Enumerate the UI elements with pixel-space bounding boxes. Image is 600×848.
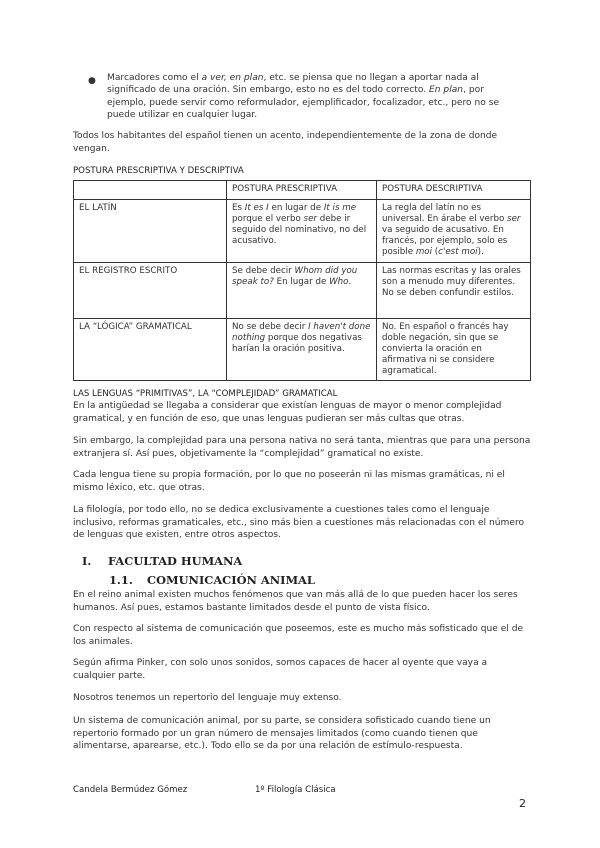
bullet-item — [107, 72, 519, 121]
text-run: En lugar de — [273, 277, 330, 287]
italic-run: moi — [415, 247, 433, 257]
bullet-marker: ● — [88, 76, 96, 86]
row-label: EL LATÍN — [74, 200, 227, 263]
paragraph: Nosotros tenemos un repertorio del lenguaje muy extenso. — [73, 693, 342, 703]
paragraph: Cada lengua tiene su propia formación, por lo que no poseerán ni las mismas gramáticas, ni el mismo léxico, etc. que otras. — [73, 470, 505, 493]
table-row — [74, 319, 531, 381]
row-label: EL REGISTRO ESCRITO — [74, 263, 227, 319]
posture-table — [73, 180, 531, 381]
header-descriptiva: POSTURA DESCRIPTIVA — [377, 181, 531, 200]
text-run: . — [348, 277, 352, 287]
italic-run: ser — [507, 214, 521, 224]
heading-text: FACULTAD HUMANA — [108, 554, 243, 568]
heading-number: I. — [82, 554, 92, 568]
paragraph: En el reino animal existen muchos fenómenos que van más allá de lo que pueden hacer los seres humanos. Así pues, estamos bastante limitados desde el punto de vista físico. — [73, 590, 518, 613]
paragraph: Según afirma Pinker, con solo unos sonidos, somos capaces de hacer al oyente que vaya a cualquier parte. — [73, 658, 488, 681]
paragraph: Sin embargo, la complejidad para una persona nativa no será tanta, mientras que para una persona extranjera sí. Así pues, objetivamente la “complejidad” gramatical no existe. — [73, 436, 531, 459]
section-title: LAS LENGUAS “PRIMITIVAS”, LA “COMPLEJIDAD” GRAMATICAL — [73, 389, 338, 399]
heading-number: 1.1. — [109, 573, 133, 587]
italic-run: Whom did you speak to? — [232, 266, 358, 287]
italic-run: Who — [329, 277, 349, 287]
text-run: , por ejemplo, puede servir como reformulador, ejemplificador, focalizador, etc., pero no se puede utilizar en cualquier lugar. — [107, 85, 500, 120]
paragraph: Con respecto al sistema de comunicación que poseemos, este es mucho más sofisticado que el de los animales. — [73, 624, 524, 647]
italic-run: a ver, en plan — [201, 73, 264, 83]
table-row — [74, 263, 531, 319]
descriptive-cell: Las normas escritas y las orales son a menudo muy diferentes. No se deben confundir estilos. — [377, 263, 531, 319]
page-number: 2 — [519, 797, 526, 810]
italic-run: ser — [303, 214, 317, 224]
row-label: LA “LÓGICA” GRAMATICAL — [74, 319, 227, 381]
text-run: La regla del latín no es universal. En árabe el verbo — [382, 203, 508, 224]
heading-facultad-humana — [82, 554, 242, 568]
text-run: , etc. se piensa que no llegan a aportar nada al significado de una oración. Sin embargo, esto no es del todo correcto. — [107, 73, 479, 96]
prescriptive-cell — [227, 319, 377, 381]
heading-comunicacion-animal — [109, 573, 315, 587]
prescriptive-cell — [227, 200, 377, 263]
italic-run: En plan — [429, 85, 464, 96]
descriptive-cell — [377, 200, 531, 263]
italic-run: It es I — [244, 203, 269, 213]
italic-run: c'est moi — [438, 247, 478, 257]
text-run: en lugar de — [268, 203, 324, 213]
text-run: porque dos negativas harían la oración positiva. — [232, 333, 362, 354]
intro-paragraph: Todos los habitantes del español tienen un acento, independientemente de la zona de donde vengan. — [73, 131, 498, 154]
table-header-row — [74, 181, 531, 200]
table-title: POSTURA PRESCRIPTIVA Y DESCRIPTIVA — [73, 166, 244, 176]
text-run: Se debe decir — [232, 266, 295, 276]
italic-run: It is me — [323, 203, 357, 213]
footer-author: Candela Bermúdez Gómez — [73, 785, 188, 795]
table-corner-cell — [74, 181, 227, 200]
text-run: Es — [232, 203, 245, 213]
heading-text: COMUNICACIÓN ANIMAL — [147, 573, 315, 587]
header-prescriptiva: POSTURA PRESCRIPTIVA — [227, 181, 377, 200]
text-run: ( — [432, 247, 439, 257]
descriptive-cell: No. En español o francés hay doble negación, sin que se convierta la oración en afirmativa ni se considere agramatical. — [377, 319, 531, 381]
paragraph: La filología, por todo ello, no se dedica exclusivamente a cuestiones tales como el lenguaje inclusivo, reformas gramaticales, etc., sino más bien a cuestiones más relacionadas con el número de lenguas que existen, entre otros aspectos. — [73, 505, 525, 541]
text-run: Marcadores como el — [107, 73, 202, 83]
text-run: porque el verbo — [232, 214, 304, 224]
text-run: ). — [477, 247, 484, 257]
paragraph: En la antigüedad se llegaba a considerar que existían lenguas de mayor o menor complejidad gramatical, y en función de eso, que unas lenguas pudieran ser más cultas que otras. — [73, 401, 502, 424]
text-run: No se debe decir — [232, 322, 309, 332]
text-run: debe ir seguido del nominativo, no del acusativo. — [232, 214, 367, 246]
italic-run: I haven't done nothing — [232, 322, 371, 343]
prescriptive-cell — [227, 263, 377, 319]
footer-course: 1º Filología Clásica — [255, 785, 336, 795]
table-row — [74, 200, 531, 263]
paragraph: Un sistema de comunicación animal, por su parte, se considera sofisticado cuando tiene un repertorio formado por un gran número de mensajes limitados (como cuando tienen que alimentarse, aparearse, etc.). Todo ello se da por una relación de estímulo-respuesta. — [73, 716, 491, 752]
text-run: va seguido de acusativo. En francés, por ejemplo, solo es posible — [382, 225, 508, 257]
